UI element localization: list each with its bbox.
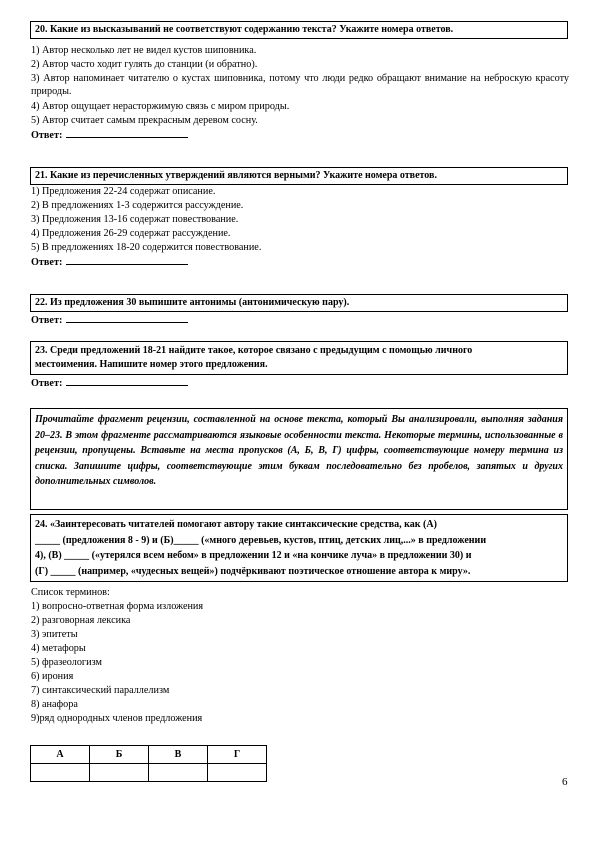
q22-answer-field[interactable]: [66, 313, 188, 323]
question-24-text: [30, 514, 568, 582]
question-22-title: 22. Из предложения 30 выпишите антонимы (антонимическую пару).: [30, 294, 568, 312]
q23-answer: [31, 376, 571, 390]
q24-line-1: 24. «Заинтересовать читателей помогают автору такие синтаксические средства, как (А): [35, 519, 437, 530]
answer-cell-b[interactable]: [90, 764, 149, 782]
answer-cell-g[interactable]: [208, 764, 267, 782]
answer-col-b: Б: [90, 746, 149, 764]
terms-heading: Список терминов:: [31, 587, 110, 598]
q20-answer-label: Ответ:: [31, 130, 63, 141]
term-item-4: 4) метафоры: [31, 643, 86, 654]
term-item-2: 2) разговорная лексика: [31, 615, 131, 626]
answer-cell-v[interactable]: [149, 764, 208, 782]
answer-table: [30, 745, 267, 782]
q21-answer-label: Ответ:: [31, 257, 63, 268]
q21-option-5: 5) В предложениях 18-20 содержится повествование.: [31, 242, 262, 253]
q21-option-4: 4) Предложения 26-29 содержат рассуждение.: [31, 228, 231, 239]
question-20-title: 20. Какие из высказываний не соответствуют содержанию текста? Укажите номера ответов.: [30, 21, 568, 39]
q23-title-line-1: 23. Среди предложений 18-21 найдите такое, которое связано с предыдущим с помощью личного: [35, 345, 473, 356]
q21-option-3: 3) Предложения 13-16 содержат повествование.: [31, 214, 239, 225]
q22-answer: [31, 313, 571, 327]
q22-answer-label: Ответ:: [31, 315, 63, 326]
q23-answer-label: Ответ:: [31, 378, 63, 389]
q21-option-1: 1) Предложения 22-24 содержат описание.: [31, 186, 216, 197]
term-item-8: 8) анафора: [31, 699, 78, 710]
term-item-6: 6) ирония: [31, 671, 74, 682]
term-item-5: 5) фразеологизм: [31, 657, 102, 668]
q20-answer: [31, 128, 571, 142]
question-23-title: [30, 341, 568, 375]
term-item-9: 9)ряд однородных членов предложения: [31, 713, 203, 724]
question-21-title: 21. Какие из перечисленных утверждений являются верными? Укажите номера ответов.: [30, 167, 568, 185]
answer-col-v: В: [149, 746, 208, 764]
page-number: 6: [562, 776, 568, 788]
term-item-1: 1) вопросно-ответная форма изложения: [31, 601, 204, 612]
q20-option-5: 5) Автор считает самым прекрасным деревом сосну.: [31, 115, 258, 126]
q21-answer: [31, 255, 571, 269]
q24-line-3: 4), (В) _____ («утерялся всем небом» в предложении 12 и «на кончике луча» в предложении 30) и: [35, 550, 472, 561]
answer-table-input-row: [31, 764, 267, 782]
q24-line-4: (Г) _____ (например, «чудесных вещей») подчёркивают поэтическое отношение автора к миру».: [35, 565, 471, 577]
q24-line-2: _____ (предложения 8 - 9) и (Б)_____ («много деревьев, кустов, птиц, детских лиц,...» в предложении: [35, 534, 487, 546]
q20-option-3: 3) Автор напоминает читателю о кустах шиповника, потому что люди редко обращают внимание на неброскую красоту природы.: [31, 73, 569, 97]
answer-table-header: [31, 746, 267, 764]
q20-option-4: 4) Автор ощущает нерасторжимую связь с миром природы.: [31, 101, 290, 112]
q23-title-line-2: местоимения. Напишите номер этого предложения.: [35, 359, 268, 370]
q21-option-2: 2) В предложениях 1-3 содержится рассуждение.: [31, 200, 244, 211]
q20-answer-field[interactable]: [66, 128, 188, 138]
q20-option-2: 2) Автор часто ходит гулять до станции (и обратно).: [31, 59, 258, 70]
answer-col-g: Г: [208, 746, 267, 764]
term-item-7: 7) синтаксический параллелизм: [31, 685, 170, 696]
q20-option-1: 1) Автор несколько лет не видел кустов шиповника.: [31, 45, 257, 56]
term-item-3: 3) эпитеты: [31, 629, 78, 640]
q21-answer-field[interactable]: [66, 255, 188, 265]
review-instruction: Прочитайте фрагмент рецензии, составленной на основе текста, который Вы анализировали, выполняя задания 20–23. В этом фрагменте рассматриваются языковые особенности текста. Некоторые термины, использованные в рецензии, пропущены. Вставьте на места пропусков (А, Б, В, Г) цифры, соответствующие номеру термина из списка. Запишите цифры, соответствующие этим буквам последовательно без пробелов, запятых и других дополнительных символов.: [30, 408, 568, 510]
answer-cell-a[interactable]: [31, 764, 90, 782]
q23-answer-field[interactable]: [66, 376, 188, 386]
answer-col-a: А: [31, 746, 90, 764]
